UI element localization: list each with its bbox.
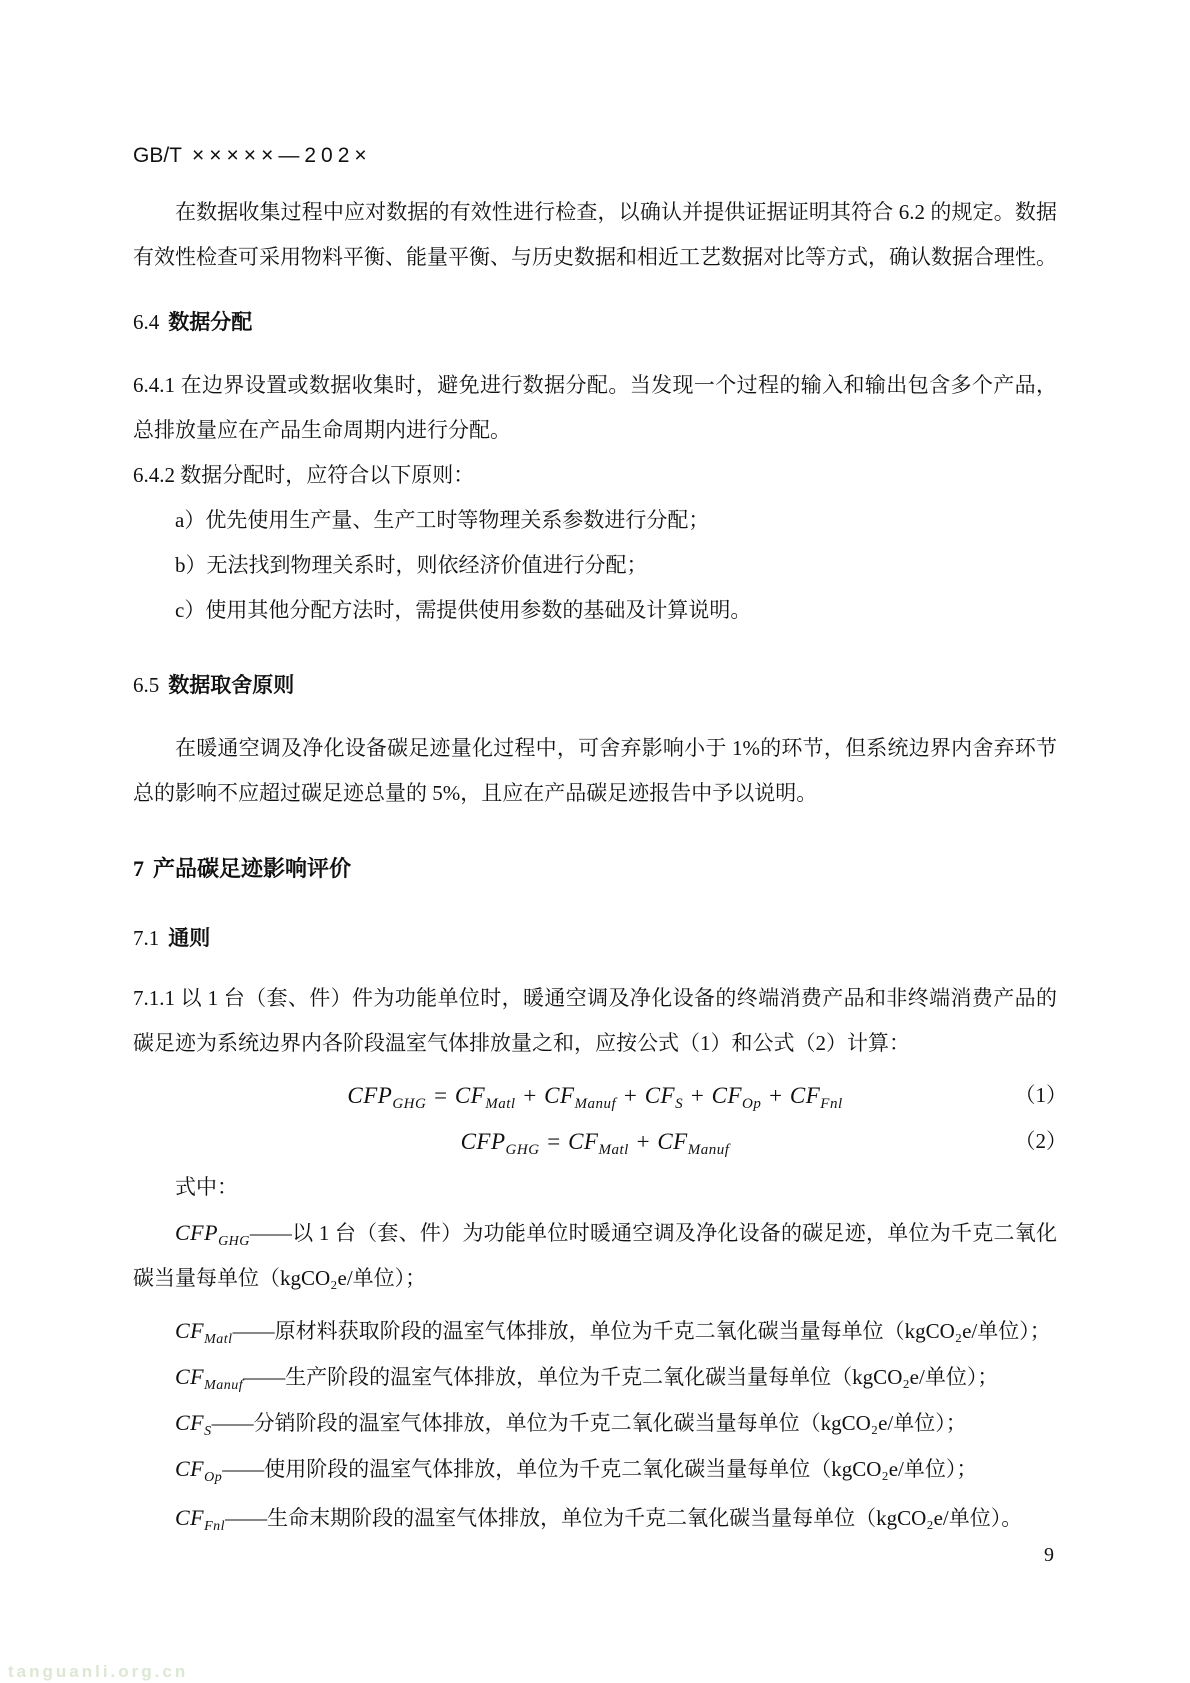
formula-1-row bbox=[133, 1073, 1067, 1119]
formula-2: $CFP_{GHG} = CF_{Matl} + CF_{Manuf}$ bbox=[460, 1129, 730, 1158]
definition-cf-manuf: $CF_{Manuf}——$生产阶段的温室气体排放，单位为千克二氧化碳当量每单位（kgCO₂e/单位）； bbox=[175, 1364, 999, 1393]
standard-code-number: ×××××—202× bbox=[192, 144, 372, 167]
heading-6-4 bbox=[133, 300, 1057, 345]
definition-cf-s: $CF_S——$分销阶段的温室气体排放，单位为千克二氧化碳当量每单位（kgCO₂e/单位）； bbox=[175, 1410, 967, 1439]
page-number: 9 bbox=[1044, 1544, 1054, 1566]
heading-6-5 bbox=[133, 663, 1057, 708]
watermark: tanguanli.org.cn bbox=[8, 1662, 189, 1681]
term-cf-op: $CF_{Op}$ bbox=[175, 1456, 223, 1485]
formula-1-number: （1） bbox=[1014, 1083, 1067, 1107]
paragraph-7-1-1: 7.1.1 以 1 台（套、件）件为功能单位时，暖通空调及净化设备的终端消费产品和非终端消费产品的碳足迹为系统边界内各阶段温室气体排放量之和，应按公式（1）和公式（2）计算： bbox=[133, 986, 1057, 1055]
formula-2-number: （2） bbox=[1014, 1129, 1067, 1153]
heading-7-1-title: 通则 bbox=[168, 927, 211, 950]
definition-cf-matl: $CF_{Matl}——$原材料获取阶段的温室气体排放，单位为千克二氧化碳当量每单位（kgCO₂e/单位）； bbox=[175, 1318, 1051, 1347]
list-item-a: a）优先使用生产量、生产工时等物理关系参数进行分配； bbox=[175, 508, 710, 532]
heading-7-title: 产品碳足迹影响评价 bbox=[153, 856, 352, 881]
formula-2-row bbox=[133, 1119, 1067, 1165]
term-cfp-ghg: $CFP_{GHG}$ bbox=[175, 1220, 250, 1249]
where-label: 式中： bbox=[175, 1175, 238, 1199]
paragraph-6-4-1: 6.4.1 在边界设置或数据收集时，避免进行数据分配。当发现一个过程的输入和输出包含多个产品，总排放量应在产品生命周期内进行分配。 bbox=[133, 373, 1057, 442]
paragraph-6-4-2: 6.4.2 数据分配时，应符合以下原则： bbox=[133, 463, 475, 487]
paragraph-6-5: 在暖通空调及净化设备碳足迹量化过程中，可舍弃影响小于 1%的环节，但系统边界内舍弃环节总的影响不应超过碳足迹总量的 5%，且应在产品碳足迹报告中予以说明。 bbox=[133, 736, 1057, 805]
term-cf-manuf: $CF_{Manuf}$ bbox=[175, 1364, 244, 1393]
term-cf-matl: $CF_{Matl}$ bbox=[175, 1318, 233, 1347]
heading-7-1 bbox=[133, 916, 1057, 961]
list-item-c: c）使用其他分配方法时，需提供使用参数的基础及计算说明。 bbox=[175, 598, 752, 622]
formula-1: $CFP_{GHG} = CF_{Matl} + CF_{Manuf} + CF_S + CF_{Op} + CF_{Fnl}$ bbox=[347, 1083, 843, 1112]
heading-7-number: 7 bbox=[133, 856, 144, 881]
heading-7 bbox=[133, 846, 1057, 891]
definition-cf-op: $CF_{Op}——$使用阶段的温室气体排放，单位为千克二氧化碳当量每单位（kgCO₂e/单位）； bbox=[175, 1456, 978, 1485]
list-item-b: b）无法找到物理关系时，则依经济价值进行分配； bbox=[175, 553, 648, 577]
heading-6-4-number: 6.4 bbox=[133, 310, 160, 334]
intro-paragraph: 在数据收集过程中应对数据的有效性进行检查，以确认并提供证据证明其符合 6.2 的规定。数据有效性检查可采用物料平衡、能量平衡、与历史数据和相近工艺数据对比等方式，确认数据合理性。 bbox=[133, 200, 1057, 269]
standard-code-prefix: GB/T bbox=[133, 144, 183, 167]
heading-6-5-number: 6.5 bbox=[133, 673, 160, 697]
heading-7-1-number: 7.1 bbox=[133, 926, 160, 950]
term-cf-fnl: $CF_{Fnl}$ bbox=[175, 1505, 226, 1534]
definition-cfp-ghg: $CFP_{GHG}——$以 1 台（套、件）为功能单位时暖通空调及净化设备的碳足迹，单位为千克二氧化碳当量每单位（kgCO₂e/单位）； bbox=[133, 1220, 1057, 1290]
heading-6-5-title: 数据取舍原则 bbox=[168, 674, 295, 697]
term-cf-s: $CF_S$ bbox=[175, 1410, 212, 1439]
heading-6-4-title: 数据分配 bbox=[168, 311, 253, 334]
definition-cf-fnl: $CF_{Fnl}——$生命末期阶段的温室气体排放，单位为千克二氧化碳当量每单位（kgCO₂e/单位）。 bbox=[175, 1505, 1023, 1534]
document-header bbox=[133, 133, 1057, 178]
